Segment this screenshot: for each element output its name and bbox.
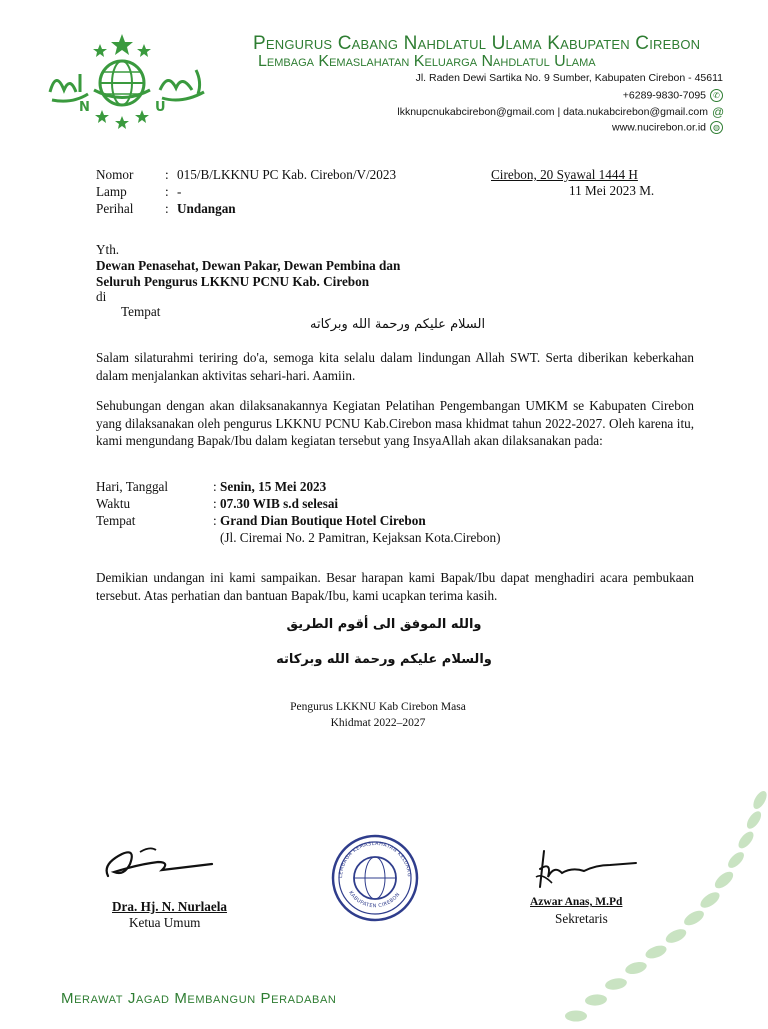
date-masehi: 11 Mei 2023 M. <box>569 183 655 198</box>
logo-letter-n: N <box>79 100 90 115</box>
event-waktu-value: 07.30 WIB s.d selesai <box>220 496 339 511</box>
perihal-label: Perihal <box>96 201 134 216</box>
header-institution: Lembaga Kemaslahatan Keluarga Nahdlatul Ulama <box>258 53 596 70</box>
body-paragraph-2: Sehubungan dengan akan dilaksanakannya Kegiatan Pelatihan Pengembangan UMKM se Kabupaten Cirebon yang dilaksanakan oleh pengurus LKKNU PCNU Kab.Cirebon masa khidmat tahun 2022-2027. Oleh karena itu, kami mengundang Bapak/Ibu dalam kegiatan tersebut yang InsyaAllah akan dilaksanakan pada: <box>96 398 694 448</box>
globe-icon: ◍ <box>710 121 723 134</box>
lamp-sep: : <box>165 184 169 199</box>
place-date: Cirebon, 20 Syawal 1444 H <box>491 167 638 182</box>
website-text: www.nucirebon.or.id <box>612 121 706 134</box>
nomor-sep: : <box>165 167 169 182</box>
closing-arabic-2: والسلام عليكم ورحمة الله وبركاته <box>276 652 492 667</box>
signoff-block <box>0 699 756 731</box>
left-signatory-role: Ketua Umum <box>129 915 201 930</box>
whatsapp-icon: ✆ <box>710 89 723 102</box>
nu-logo <box>42 30 212 130</box>
event-waktu-label: Waktu <box>96 496 131 511</box>
event-hari-label: Hari, Tanggal <box>96 479 169 494</box>
event-hari-value: Senin, 15 Mei 2023 <box>220 479 327 494</box>
stamp-bottom-text: KABUPATEN CIREBON <box>347 890 402 910</box>
header-phone <box>623 89 723 102</box>
closing-arabic-1: والله الموفق الى أقوم الطريق <box>286 617 482 632</box>
event-details <box>96 478 501 546</box>
body-paragraph-3: Demikian undangan ini kami sampaikan. Besar harapan kami Bapak/Ibu dapat menghadiri acara pembukaan tersebut. Atas perhatian dan bantuan Bapak/Ibu, kami ucapkan terima kasih. <box>96 570 694 603</box>
meta-block <box>96 166 396 217</box>
perihal-value: Undangan <box>177 201 236 216</box>
event-tempat-address: (Jl. Ciremai No. 2 Pamitran, Kejaksan Kota.Cirebon) <box>220 530 501 545</box>
header-emails <box>397 106 723 118</box>
recipient-tempat: Tempat <box>121 304 161 319</box>
recipient-line1: Dewan Penasehat, Dewan Pakar, Dewan Pembina dan <box>96 258 401 273</box>
phone-text: +6289-9830-7095 <box>622 89 706 102</box>
rope-ornament <box>560 780 768 1024</box>
logo-letter-u: U <box>155 100 166 115</box>
svg-text:LEMBAGA KEMASLAHATAN KELUARGA <box>330 833 412 878</box>
event-tempat-sep: : <box>213 513 217 528</box>
body-paragraph-1: Salam silaturahmi teriring do'a, semoga kita selalu dalam lindungan Allah SWT. Serta diberikan keberkahan dalam menjalankan aktivitas sehari-hari. Aamiin. <box>96 350 694 383</box>
emails-text: lkknupcnukabcirebon@gmail.com | data.nukabcirebon@gmail.com <box>397 106 708 118</box>
address-text: Jl. Raden Dewi Sartika No. 9 Sumber, Kabupaten Cirebon - 45611 <box>415 72 723 84</box>
header-address <box>416 72 723 84</box>
lamp-label: Lamp <box>96 184 127 199</box>
recipient-yth: Yth. <box>96 242 120 257</box>
greeting-arabic: السلام عليكم ورحمة الله وبركاته <box>310 317 486 332</box>
signoff-line2: Khidmat 2022–2027 <box>330 717 426 729</box>
stamp-text: LEMBAGA KEMASLAHATAN KELUARG <box>337 840 413 879</box>
right-signatory-role: Sekretaris <box>555 911 608 926</box>
event-tempat-label: Tempat <box>96 513 136 528</box>
event-hari-sep: : <box>213 479 217 494</box>
header-website <box>612 121 723 134</box>
lamp-value: - <box>177 184 182 199</box>
perihal-sep: : <box>165 201 169 216</box>
left-signatory-name: Dra. Hj. N. Nurlaela <box>112 899 228 914</box>
header-org: Pengurus Cabang Nahdlatul Ulama Kabupaten Cirebon <box>253 33 701 54</box>
signoff-line1: Pengurus LKKNU Kab Cirebon Masa <box>290 701 466 713</box>
event-tempat-value: Grand Dian Boutique Hotel Cirebon <box>220 513 426 528</box>
nomor-label: Nomor <box>96 167 134 182</box>
recipient-line2: Seluruh Pengurus LKKNU PCNU Kab. Cirebon <box>96 274 370 289</box>
nomor-value: 015/B/LKKNU PC Kab. Cirebon/V/2023 <box>177 167 397 182</box>
signature-left <box>100 838 220 888</box>
footer-motto: Merawat Jagad Membangun Peradaban <box>61 990 337 1007</box>
organization-stamp <box>330 833 420 923</box>
email-icon: @ <box>712 104 725 119</box>
event-waktu-sep: : <box>213 496 217 511</box>
recipient-di: di <box>96 289 107 304</box>
right-signatory-name: Azwar Anas, M.Pd <box>530 896 623 908</box>
